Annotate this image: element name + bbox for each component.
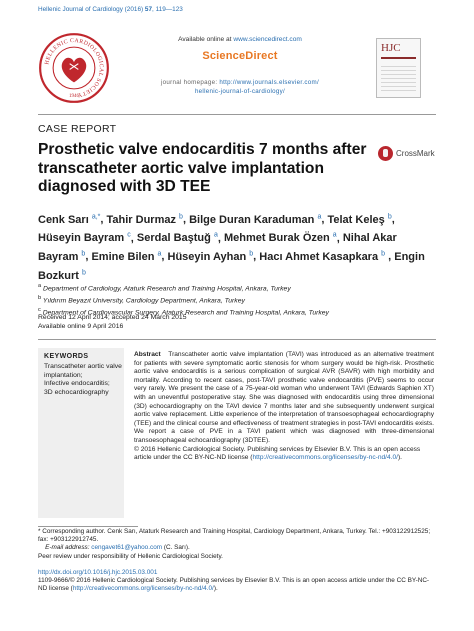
homepage-link-2[interactable]: hellenic-journal-of-cardiology/ <box>194 88 286 95</box>
cover-abbrev: HJC <box>381 42 401 54</box>
logo-year: 1946 <box>68 93 80 99</box>
corresponding-author-note: * Corresponding author. Cenk Sarı, Ataturk Research and Training Hospital, Cardiology Department, Ankara, Turkey. Tel.: +903122912525; fax: +903122912745. <box>38 528 431 544</box>
copyright-text: © 2016 Hellenic Cardiological Society. Publishing services by Elsevier B.V. This is an open access article under the CC BY-NC-ND license ( <box>134 445 421 462</box>
available-label: Available online at <box>178 36 234 43</box>
author-affiliation-marker[interactable]: b <box>82 268 86 276</box>
crossmark-button[interactable] <box>378 146 442 162</box>
abstract-text: Transcatheter aortic valve implantation (TAVI) was introduced as an alternative treatment for patients with severe symptomatic aortic stenosis for whom surgery would be high-risk. Prosthetic aortic valve endocarditis is a serious complication of surgical AVR (SAVR) with high morbidity and mortality. According to recent cases, post-TAVI prosthetic valve endocarditis (PVE) seems to occur very rarely. We present the case of a 75-year-old woman who underwent TAVI (Edwards Saphien XT) with an uneventful postoperative stay. She was diagnosed with endocarditis using three dimensional (3D) echocardiography on the TAVI device 7 months later and she subsequently underwent surgical aortic valve replacement. Little experience of the interpretation of transoesophageal echocardiography (TEE) and the clinical course and effectiveness of treatment strategies in post-TAVI endocarditis exists. We report a case of PVE in a TAVI patient which was diagnosed with three-dimensional transoesophageal echocardiography (3DTEE). <box>134 351 435 444</box>
affiliations <box>38 282 438 318</box>
author-affiliation-marker[interactable]: c <box>127 231 131 239</box>
doi-close: ). <box>213 585 218 593</box>
journal-citation <box>38 6 183 13</box>
author-list: Cenk Sarı $^{a,*}$, Tahir Durmaz $^b$, Bilge Duran Karaduman $^a$, Telat Keleş $^b$, Hüseyin Bayram $^c$, Serdal Baştuğ $^a$, Mehmet Burak Özen $^a$, Nihal Akar Bayram $^b$, Emine Bilen $^a$, Hüseyin Ayhan $^b$, Hacı Ahmet Kasapkara $^b$ , Engin Bozkurt $^b$ <box>38 213 425 282</box>
author-affiliation-marker[interactable]: b <box>387 213 392 220</box>
author-name <box>38 214 100 226</box>
abstract-license-link[interactable]: http://creativecommons.org/licenses/by-nc-nd/4.0/ <box>252 454 398 462</box>
author-affiliation-marker[interactable]: b <box>179 213 183 220</box>
author-affiliation-marker[interactable]: a <box>213 231 218 239</box>
author-name <box>259 251 385 263</box>
keyword-item: Transcatheter aortic valve implantation; <box>44 363 122 379</box>
email-suffix: (C. Sarı). <box>162 544 190 552</box>
author-affiliation-marker[interactable]: a <box>317 213 322 220</box>
available-online <box>120 36 360 43</box>
article-type: CASE REPORT <box>38 123 117 135</box>
journal-homepage <box>120 78 360 96</box>
author-name <box>137 232 218 244</box>
doi-license-text <box>38 577 438 593</box>
email-note <box>38 544 438 552</box>
author-name <box>327 214 391 226</box>
email-label: E-mail address: <box>45 544 92 552</box>
doi-copyright: 1109-9666/© 2016 Hellenic Cardiological Society. Publishing services by Elsevier B.V. This is an open access article under the CC BY-NC-ND license ( <box>38 577 430 593</box>
abstract-copyright <box>134 446 434 463</box>
keywords-box <box>38 348 124 518</box>
doi-license-link[interactable]: http://creativecommons.org/licenses/by-nc-nd/4.0/ <box>72 585 214 593</box>
author-name <box>224 232 337 244</box>
author-name-text: Engin Bozkurt <box>38 250 425 282</box>
article-title: Prosthetic valve endocarditis 7 months after transcatheter aortic valve implantation diagnosed with 3D TEE <box>38 141 367 195</box>
crossmark-label: CrossMark <box>396 149 435 158</box>
affiliation-c-marker: c <box>38 306 41 313</box>
sciencedirect-logo[interactable]: ScienceDirect <box>202 50 278 62</box>
author-name-text: Tahir Durmaz <box>106 213 176 226</box>
affiliation-b-marker: b <box>38 294 42 301</box>
received-date: Received 12 April 2014; accepted 24 March 2015 <box>38 314 187 321</box>
author-name-text: Nihal Akar Bayram <box>38 232 397 263</box>
author-affiliation-marker[interactable]: b <box>381 250 386 258</box>
author-name <box>189 214 321 226</box>
online-date: Available online 9 April 2016 <box>38 322 124 330</box>
email-link[interactable]: cengavet61@yahoo.com <box>91 544 163 552</box>
author-name-text: Hüseyin Ayhan <box>167 250 247 263</box>
article-dates <box>38 314 438 331</box>
author-affiliation-marker[interactable]: b <box>81 250 86 258</box>
homepage-label: journal homepage: <box>160 79 220 86</box>
author-affiliation-marker[interactable]: a <box>332 231 337 239</box>
affiliation-a-text: Department of Cardiology, Ataturk Research and Training Hospital, Ankara, Turkey <box>41 285 291 293</box>
author-name <box>107 214 183 226</box>
cover-lines <box>381 63 416 91</box>
keyword-item: 3D echocardiography <box>44 388 109 396</box>
affiliation-b-text: Yıldırım Beyazıt University, Cardiology Department, Ankara, Turkey <box>41 297 245 305</box>
homepage-link-1[interactable]: http://www.journals.elsevier.com/ <box>219 79 320 86</box>
affiliation-b <box>38 294 438 306</box>
author-name-text: Hüseyin Bayram <box>38 232 125 245</box>
logo-ring-text: HELLENIC CARDIOLOGICAL SOCIETY <box>44 38 105 98</box>
crossmark-icon <box>378 146 393 161</box>
author-name-text: Hacı Ahmet Kasapkara <box>259 250 379 263</box>
sciencedirect-link[interactable]: www.sciencedirect.com <box>233 36 302 43</box>
doi-block <box>38 569 438 594</box>
author-name-text: Emine Bilen <box>91 250 155 263</box>
journal-pages: , 119—123 <box>152 6 183 13</box>
header-divider <box>38 114 436 115</box>
author-affiliation-marker[interactable]: b <box>249 250 254 258</box>
keywords-heading: KEYWORDS <box>44 353 89 360</box>
footnote-divider <box>38 526 138 527</box>
author-name-text: Bilge Duran Karaduman <box>189 213 315 226</box>
abstract <box>134 351 434 463</box>
hellenic-cardiological-society-logo <box>38 32 110 104</box>
author-name <box>168 251 254 263</box>
keywords-list <box>44 363 122 397</box>
journal-cover-thumbnail[interactable] <box>376 38 421 98</box>
journal-volume: 57 <box>144 6 153 13</box>
author-name-text: Serdal Baştuğ <box>136 232 211 245</box>
author-name-text: Cenk Sarı <box>38 213 89 226</box>
dates-divider <box>38 339 436 340</box>
keyword-item: Infective endocarditis; <box>44 380 110 388</box>
abstract-body <box>134 351 434 446</box>
copyright-close: ). <box>397 454 403 462</box>
journal-header <box>120 28 360 110</box>
affiliation-a <box>38 282 438 294</box>
peer-review-note: Peer review under responsibility of Hellenic Cardiological Society. <box>38 552 223 560</box>
author-affiliation-marker[interactable]: a,* <box>91 213 101 220</box>
author-name-text: Mehmet Burak Özen <box>223 232 330 245</box>
footnotes <box>38 528 438 561</box>
doi-link[interactable]: http://dx.doi.org/10.1016/j.hjc.2015.03.001 <box>38 569 158 576</box>
author-name-text: Telat Keleş <box>327 213 385 226</box>
abstract-label: Abstract <box>134 351 161 358</box>
affiliation-a-marker: a <box>38 283 42 289</box>
cover-band <box>381 57 416 59</box>
author-affiliation-marker[interactable]: a <box>157 250 162 258</box>
journal-name: Hellenic Journal of Cardiology (2016) <box>38 6 145 13</box>
affiliation-c-text: Department of Cardiovascular Surgery, Ataturk Research and Training Hospital, Ankara, Turkey <box>40 308 329 316</box>
author-name <box>38 232 131 244</box>
author-name <box>91 251 161 263</box>
